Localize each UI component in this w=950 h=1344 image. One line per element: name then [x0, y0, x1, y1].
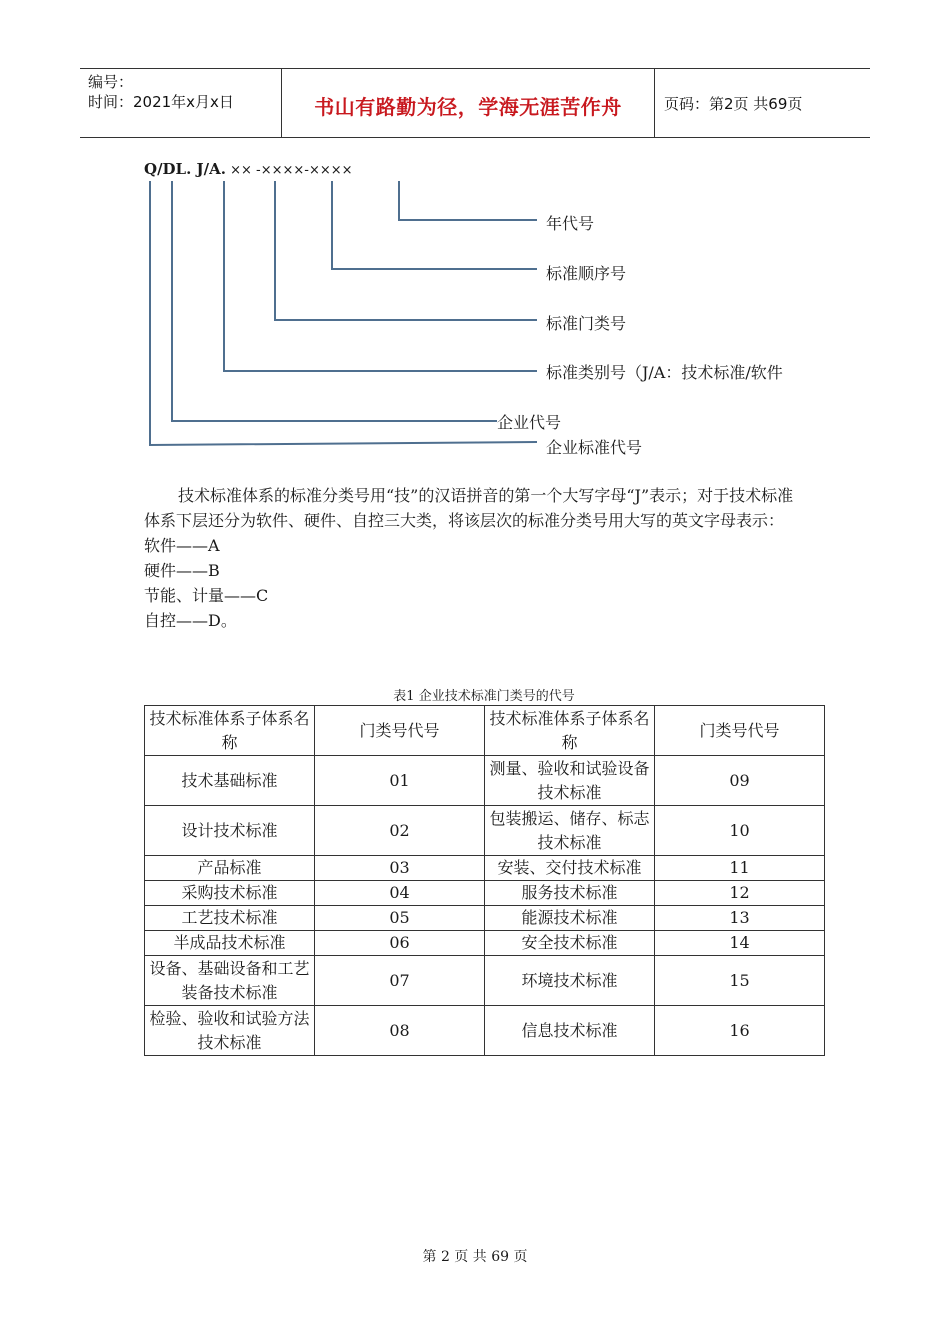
motto: 书山有路勤为径，学海无涯苦作舟 [314, 95, 622, 119]
table-cell: 采购技术标准 [145, 881, 315, 906]
table-cell: 07 [315, 956, 485, 1006]
list-item: 自控——D。 [144, 611, 237, 630]
category-code-table [144, 705, 825, 1056]
connector-type [224, 181, 537, 371]
table-cell: 能源技术标准 [484, 906, 654, 931]
table-cell: 03 [315, 856, 485, 881]
table-row [145, 956, 825, 1006]
table-cell: 测量、验收和试验设备技术标准 [484, 756, 654, 806]
table-cell: 04 [315, 881, 485, 906]
list-item: 硬件——B [144, 561, 220, 580]
table-row [145, 906, 825, 931]
connector-company [172, 181, 497, 421]
table-row [145, 806, 825, 856]
table-cell: 09 [655, 756, 825, 806]
table-row [145, 931, 825, 956]
code-connector-lines [0, 0, 950, 470]
table-cell: 14 [655, 931, 825, 956]
table-cell: 设备、基础设备和工艺装备技术标准 [145, 956, 315, 1006]
label-sequence: 标准顺序号 [546, 264, 627, 283]
table-cell: 05 [315, 906, 485, 931]
table-caption: 表1 企业技术标准门类号的代号 [393, 689, 575, 704]
table-cell: 设计技术标准 [145, 806, 315, 856]
table-cell: 13 [655, 906, 825, 931]
table-cell: 11 [655, 856, 825, 881]
page-footer: 第 2 页 共 69 页 [422, 1249, 528, 1265]
table-row [145, 1006, 825, 1056]
table-cell: 安全技术标准 [484, 931, 654, 956]
table-cell: 信息技术标准 [484, 1006, 654, 1056]
label-company: 企业代号 [497, 413, 562, 432]
table-cell: 08 [315, 1006, 485, 1056]
table-cell: 技术基础标准 [145, 756, 315, 806]
header-cell: 技术标准体系子体系名称 [484, 706, 654, 756]
header-cell: 技术标准体系子体系名称 [145, 706, 315, 756]
time-label: 时间：2021年x月x日 [88, 93, 234, 111]
paragraph: 技术标准体系的标准分类号用“技”的汉语拼音的第一个大写字母“J”表示；对于技术标准体系下层还分为软件、硬件、自控三大类，将该层次的标准分类号用大写的英文字母表示： [144, 486, 794, 530]
table-cell: 安装、交付技术标准 [484, 856, 654, 881]
table-row [145, 856, 825, 881]
connector-sequence [332, 181, 537, 269]
label-company-std: 企业标准代号 [546, 438, 643, 457]
table-cell: 01 [315, 756, 485, 806]
label-year: 年代号 [546, 214, 595, 233]
table-cell: 环境技术标准 [484, 956, 654, 1006]
table-cell: 10 [655, 806, 825, 856]
code-suffix: ×× -××××-×××× [225, 163, 353, 178]
table-cell: 工艺技术标准 [145, 906, 315, 931]
body-text [144, 483, 804, 633]
table-cell: 12 [655, 881, 825, 906]
connector-category [275, 181, 537, 320]
table-row [145, 881, 825, 906]
table-cell: 检验、验收和试验方法技术标准 [145, 1006, 315, 1056]
table-row [145, 756, 825, 806]
table-cell: 15 [655, 956, 825, 1006]
connector-year [399, 181, 537, 220]
table-cell: 产品标准 [145, 856, 315, 881]
list-item: 节能、计量——C [144, 586, 269, 605]
code-prefix: Q/DL. J/A. [144, 160, 226, 178]
list-item: 软件——A [144, 536, 220, 555]
table-cell: 服务技术标准 [484, 881, 654, 906]
table-cell: 包装搬运、储存、标志技术标准 [484, 806, 654, 856]
table-cell: 16 [655, 1006, 825, 1056]
label-type: 标准类别号（J/A：技术标准/软件 [546, 363, 783, 382]
header-cell: 门类号代号 [655, 706, 825, 756]
table-cell: 06 [315, 931, 485, 956]
table-cell: 半成品技术标准 [145, 931, 315, 956]
table-header-row [145, 706, 825, 756]
header-cell: 门类号代号 [315, 706, 485, 756]
page-info: 页码：第2页 共69页 [664, 95, 803, 113]
label-category: 标准门类号 [546, 314, 627, 333]
table-cell: 02 [315, 806, 485, 856]
number-label: 编号： [88, 73, 134, 91]
